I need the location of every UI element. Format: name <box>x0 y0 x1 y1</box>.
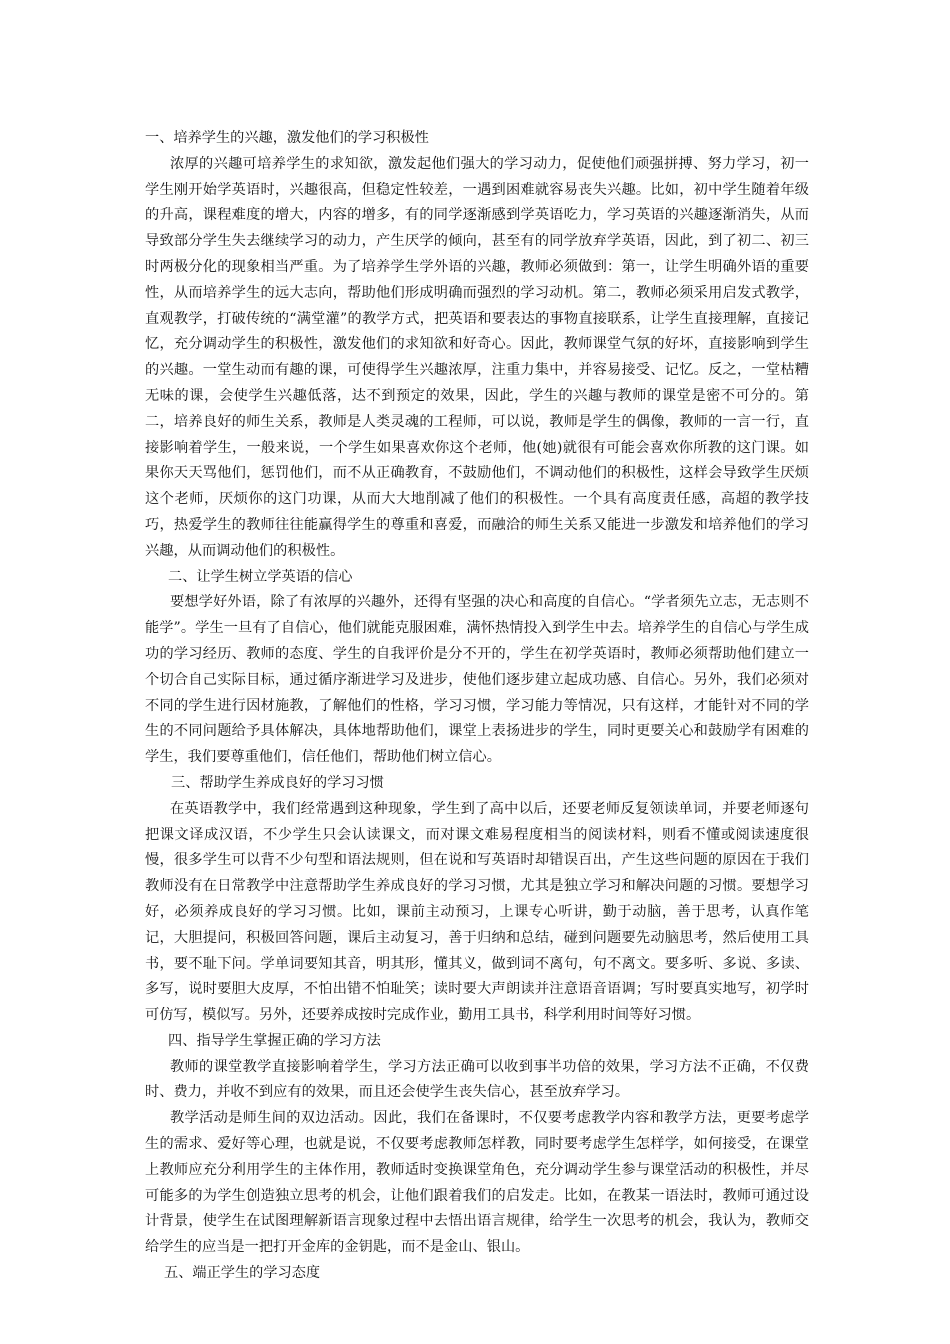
section-5 <box>145 1261 809 1287</box>
section-heading: 二、让学生树立学英语的信心 <box>168 568 353 585</box>
section-1 <box>145 126 809 565</box>
paragraph: 教师的课堂教学直接影响着学生，学习方法正确可以收到事半功倍的效果，学习方法不正确，不仅费时、费力，并收不到应有的效果，而且还会使学生丧失信心，甚至放弃学习。 <box>145 1058 809 1101</box>
paragraph: 在英语教学中，我们经常遇到这种现象，学生到了高中以后，还要老师反复领读单词，并要老师逐句把课文译成汉语，不少学生只会认读课文，而对课文难易程度相当的阅读材料，则看不懂或阅读速度很慢，很多学生可以背不少句型和语法规则，但在说和写英语时却错误百出，产生这些问题的原因在于我们教师没有在日常教学中注意帮助学生养成良好的学习习惯，尤其是独立学习和解决问题的习惯。要想学习好，必须养成良好的学习习惯。比如，课前主动预习，上课专心听讲，勤于动脑，善于思考，认真作笔记，大胆提问，积极回答问题，课后主动复习，善于归纳和总结，碰到问题要先动脑思考，然后使用工具书，要不耻下问。学单词要知其音，明其形，懂其义，做到词不离句，句不离文。要多听、多说、多读、多写，说时要胆大皮厚，不怕出错不怕耻笑；读时要大声朗读并注意语音语调；写时要真实地写，初学时可仿写，模似写。另外，还要养成按时完成作业，勤用工具书，科学利用时间等好习惯。 <box>145 800 809 1024</box>
paragraph: 教学活动是师生间的双边活动。因此，我们在备课时，不仅要考虑教学内容和教学方法，更要考虑学生的需求、爱好等心理，也就是说，不仅要考虑教师怎样教，同时要考虑学生怎样学，如何接受，在课堂上教师应充分利用学生的主体作用，教师适时变换课堂角色，充分调动学生参与课堂活动的积极性，并尽可能多的为学生创造独立思考的机会，让他们跟着我们的启发走。比如，在教某一语法时，教师可通过设计背景，使学生在试图理解新语言现象过程中去悟出语言规律，给学生一次思考的机会，我认为，教师交给学生的应当是一把打开金库的金钥匙，而不是金山、银山。 <box>145 1110 809 1256</box>
section-heading: 五、端正学生的学习态度 <box>164 1265 321 1282</box>
section-2 <box>145 565 809 771</box>
section-3 <box>145 771 809 1029</box>
section-4 <box>145 1029 809 1261</box>
section-heading: 一、培养学生的兴趣，激发他们的学习积极性 <box>145 130 429 146</box>
paragraph: 要想学好外语，除了有浓厚的兴趣外，还得有坚强的决心和高度的自信心。“学者须先立志，无志则不能学”。学生一旦有了自信心，他们就能克服困难，满怀热情投入到学生中去。培养学生的自信心与学生成功的学习经历、教师的态度、学生的自我评价是分不开的，学生在初学英语时，教师必须帮助他们建立一个切合自己实际目标，通过循序渐进学习及进步，使他们逐步建立起成功感、自信心。另外，我们必须对不同的学生进行因材施教，了解他们的性格，学习习惯，学习能力等情况，只有这样，才能针对不同的学生的不同问题给予具体解决，具体地帮助他们，课堂上表扬进步的学生，同时更要关心和鼓励学有困难的学生，我们要尊重他们，信任他们，帮助他们树立信心。 <box>145 594 809 766</box>
section-heading: 三、帮助学生养成良好的学习习惯 <box>171 774 384 791</box>
document-body <box>145 126 809 1287</box>
section-heading: 四、指导学生掌握正确的学习方法 <box>168 1032 381 1049</box>
paragraph: 浓厚的兴趣可培养学生的求知欲，激发起他们强大的学习动力，促使他们顽强拼搏、努力学习，初一学生刚开始学英语时，兴趣很高，但稳定性较差，一遇到困难就容易丧失兴趣。比如，初中学生随着年级的升高，课程难度的增大，内容的增多，有的同学逐渐感到学英语吃力，学习英语的兴趣逐渐消失，从而导致部分学生失去继续学习的动力，产生厌学的倾向，甚至有的同学放弃学英语，因此，到了初二、初三时两极分化的现象相当严重。为了培养学生学外语的兴趣，教师必须做到：第一，让学生明确外语的重要性，从而培养学生的远大志向，帮助他们形成明确而强烈的学习动机。第二，教师必须采用启发式教学，直观教学，打破传统的“满堂灌”的教学方式，把英语和要表达的事物直接联系，让学生直接理解，直接记忆，充分调动学生的积极性，激发他们的求知欲和好奇心。因此，教师课堂气氛的好坏，直接影响到学生的兴趣。一堂生动而有趣的课，可使得学生兴趣浓厚，注重力集中，并容易接受、记忆。反之，一堂枯糟无味的课，会使学生兴趣低落，达不到预定的效果，因此，学生的兴趣与教师的课堂是密不可分的。第二，培养良好的师生关系，教师是人类灵魂的工程师，可以说，教师是学生的偶像，教师的一言一行，直接影响着学生，一般来说，一个学生如果喜欢你这个老师，他(她)就很有可能会喜欢你所教的这门课。如果你天天骂他们，惩罚他们，而不从正确教育，不鼓励他们，不调动他们的积极性，这样会导致学生厌烦这个老师，厌烦你的这门功课，从而大大地削减了他们的积极性。一个具有高度责任感，高超的教学技巧，热爱学生的教师往往能赢得学生的尊重和喜爱，而融洽的师生关系又能进一步激发和培养他们的学习兴趣，从而调动他们的积极性。 <box>145 155 809 559</box>
